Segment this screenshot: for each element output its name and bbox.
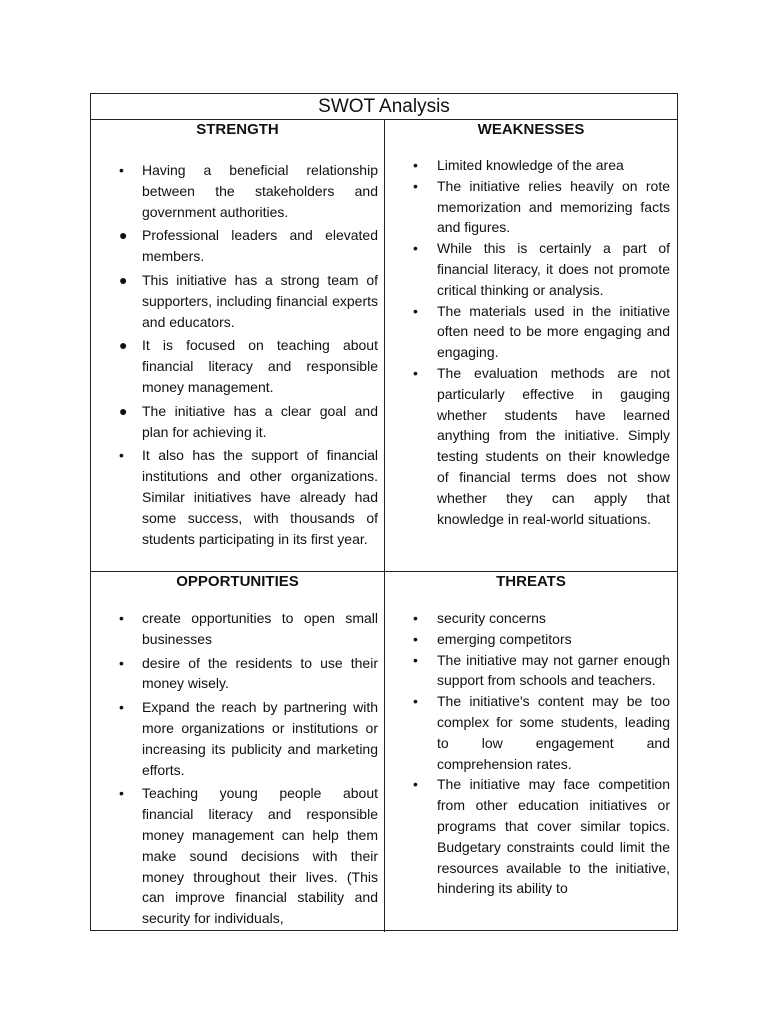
item-text: The initiative's content may be too complex for some students, leading to low engagement and comprehension rates.: [437, 693, 670, 772]
list-item: [91, 335, 384, 397]
item-text: It is focused on teaching about financial literacy and responsible money management.: [142, 337, 378, 395]
list-item: [385, 301, 677, 363]
bullet-icon: •: [413, 630, 418, 647]
bullet-icon: ●: [119, 271, 128, 288]
list-item: [385, 629, 677, 650]
bullet-icon: ●: [119, 402, 128, 419]
list-item: [91, 401, 384, 443]
item-text: The initiative relies heavily on rote memorization and memorizing facts and figures.: [437, 177, 670, 236]
swot-table: [90, 93, 678, 931]
item-text: Expand the reach by partnering with more organizations or institutions or increasing its publicity and marketing efforts.: [142, 699, 378, 778]
item-text: emerging competitors: [437, 630, 572, 647]
list-item: [385, 691, 677, 774]
bullet-icon: ●: [119, 337, 128, 354]
item-text: Having a beneficial relationship between the stakeholders and government authorities.: [142, 162, 378, 220]
item-text: The initiative has a clear goal and plan for achieving it.: [142, 402, 378, 440]
strength-heading: STRENGTH: [196, 121, 279, 138]
bullet-icon: •: [413, 364, 418, 381]
item-text: Teaching young people about financial literacy and responsible money management can help them make sound decisions with their money throughout their lives. (This can improve financial stability and security for individuals,: [142, 785, 378, 927]
opportunities-cell: [91, 572, 384, 930]
bullet-icon: •: [119, 610, 124, 626]
list-item: [91, 783, 384, 929]
item-text: While this is certainly a part of financial literacy, it does not promote critical thinking or analysis.: [437, 240, 670, 298]
item-text: Limited knowledge of the area: [437, 157, 624, 173]
list-item: [91, 160, 384, 222]
list-item: [385, 155, 677, 176]
list-item: [91, 225, 384, 267]
item-text: The initiative may not garner enough support from schools and teachers.: [437, 651, 670, 689]
list-item: [385, 774, 677, 899]
list-item: [385, 363, 677, 529]
list-item: [91, 270, 384, 332]
item-text: security concerns: [437, 610, 546, 626]
item-text: This initiative has a strong team of supporters, including financial experts and educators.: [142, 271, 378, 330]
item-text: create opportunities to open small businesses: [142, 610, 378, 647]
bullet-icon: •: [413, 776, 418, 793]
bullet-icon: •: [413, 610, 418, 626]
list-item: [385, 650, 677, 692]
bullet-icon: •: [119, 785, 124, 802]
threats-heading: THREATS: [496, 573, 566, 590]
strength-cell: [91, 120, 384, 571]
threats-cell: [385, 572, 677, 930]
bullet-icon: •: [413, 157, 418, 173]
strength-list: [91, 160, 384, 549]
bullet-icon: •: [413, 240, 418, 257]
bullet-icon: •: [119, 654, 124, 671]
bullet-icon: •: [413, 302, 418, 319]
weaknesses-heading: WEAKNESSES: [477, 121, 585, 138]
bullet-icon: •: [119, 699, 124, 716]
list-item: [91, 697, 384, 780]
list-item: [91, 653, 384, 695]
weaknesses-list: [385, 155, 677, 529]
item-text: The evaluation methods are not particularly effective in gauging whether students have learned anything from the initiative. Simply testing students on their knowledge of financial terms does not show whether they can apply that knowledge in real-world situations.: [437, 364, 670, 527]
list-item: [385, 176, 677, 238]
bullet-icon: •: [413, 651, 418, 668]
list-item: [91, 608, 384, 650]
bullet-icon: •: [413, 693, 418, 710]
item-text: It also has the support of financial institutions and other organizations. Similar initiatives have already had some success, with thousands of students participating in its first year.: [142, 447, 378, 547]
item-text: The initiative may face competition from other education initiatives or programs that cover similar topics. Budgetary constraints could limit the resources available to the initiative, hindering its ability to: [437, 776, 670, 897]
item-text: The materials used in the initiative often need to be more engaging and engaging.: [437, 302, 670, 361]
opportunities-list: [91, 608, 384, 929]
item-text: Professional leaders and elevated members.: [142, 227, 378, 265]
bullet-icon: ●: [119, 227, 128, 244]
list-item: [91, 445, 384, 549]
list-item: [385, 238, 677, 300]
bullet-icon: •: [413, 177, 418, 194]
bullet-icon: •: [119, 162, 124, 178]
opportunities-heading: OPPORTUNITIES: [176, 573, 299, 590]
list-item: [385, 608, 677, 629]
table-title: SWOT Analysis: [91, 94, 677, 120]
item-text: desire of the residents to use their money wisely.: [142, 654, 378, 692]
threats-list: [385, 608, 677, 899]
weaknesses-cell: [385, 120, 677, 571]
bullet-icon: •: [119, 447, 124, 464]
